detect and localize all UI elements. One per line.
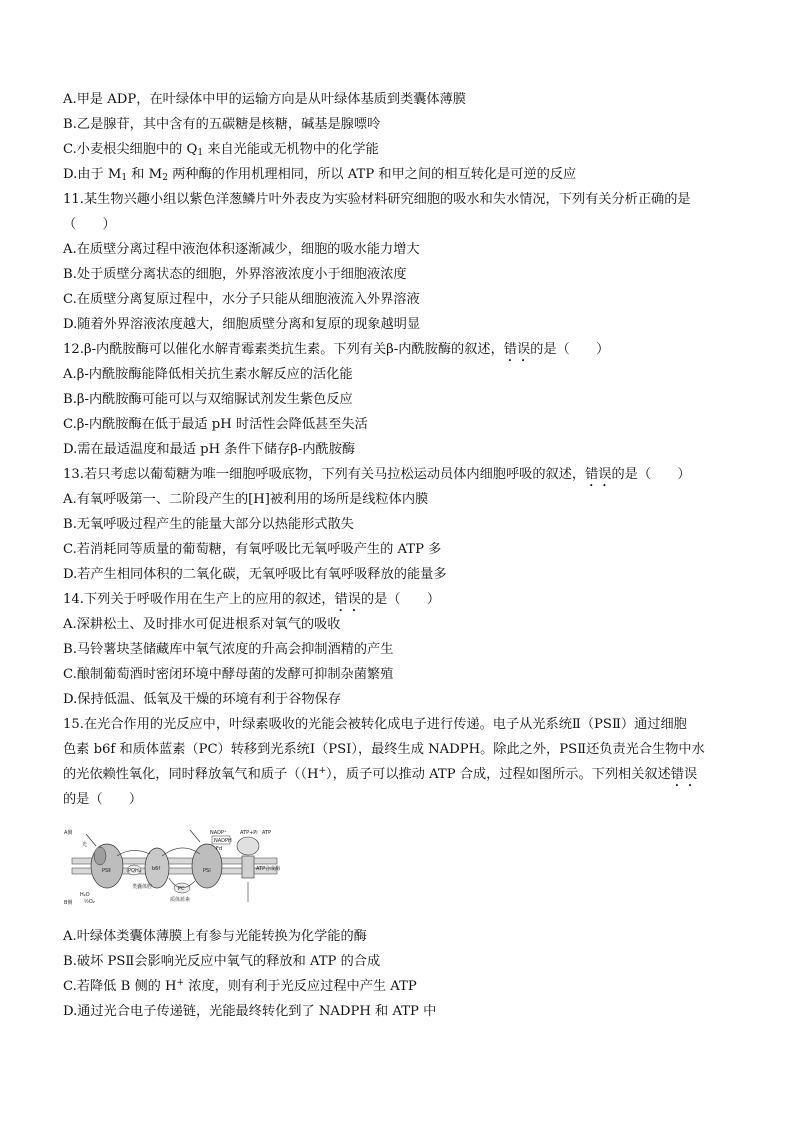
nadph-label: NADPH	[214, 838, 232, 844]
q12-stem: 12.β-内酰胺酶可以催化水解青霉素类抗生素。下列有关β-内酰胺酶的叙述，错误的是（ ）	[63, 342, 610, 357]
q15-option-c: C.若降低 B 侧的 H+ 浓度，则有利于光反应过程中产生 ATP	[63, 978, 417, 994]
q10-option-d: D.由于 $M_1$ 和 $M_2$ 两种酶的作用机理相同，所以 ATP 和甲之间的相互转化是可逆的反应	[63, 167, 577, 183]
q13-option-b: B.无氧呼吸过程产生的能量大部分以热能形式散失	[63, 517, 354, 532]
pc-label: PC	[178, 886, 185, 892]
q14-option-d: D.保持低温、低氧及干燥的环境有利于谷物保存	[63, 692, 342, 707]
atp-synthase-label: ATP合成酶	[256, 866, 281, 872]
q10-option-c: C.小麦根尖细胞中的 $Q_1$ 来自光能或无机物中的化学能	[63, 142, 379, 158]
q14-option-c: C.酿制葡萄酒时密闭环境中酵母菌的发酵可抑制杂菌繁殖	[63, 667, 394, 682]
q15-stem-line3: 的光依赖性氧化，同时释放氧气和质子（（H+），质子可以推动 ATP 合成，过程如图所示。下列相关叙述错误	[63, 766, 698, 782]
q15-stem-line4: 的是（ ）	[63, 792, 143, 807]
q13-option-a: A.有氧呼吸第一、二阶段产生的[H]被利用的场所是线粒体内膜	[63, 492, 429, 507]
q15-stem-line1: 15.在光合作用的光反应中，叶绿素吸收的光能会被转化成电子进行传递。电子从光系统Ⅱ（PSⅡ）通过细胞	[63, 717, 687, 732]
atp-label: ATP	[262, 830, 272, 836]
b6f-label: b6f	[152, 866, 161, 872]
q12-option-b: B.β-内酰胺酶可能可以与双缩脲试剂发生紫色反应	[63, 392, 353, 407]
q10-option-b: B.乙是腺苷，其中含有的五碳糖是核糖，碱基是腺嘌呤	[63, 117, 381, 132]
q11-option-b: B.处于质壁分离状态的细胞，外界溶液浓度小于细胞液浓度	[63, 267, 407, 282]
q15-option-b: B.破坏 PSⅡ会影响光反应中氧气的释放和 ATP 的合成	[63, 954, 381, 969]
light-label: 光	[82, 842, 88, 848]
q12-option-d: D.需在最适温度和最适 pH 条件下储存β-内酰胺酶	[63, 442, 356, 457]
q14-option-a: A.深耕松土、及时排水可促进根系对氧气的吸收	[63, 617, 341, 632]
thylakoid-diagram	[62, 826, 282, 908]
q11-stem-line2: （ ）	[63, 217, 116, 232]
o2-label: ½O₂	[84, 899, 95, 905]
q15-option-a: A.叶绿体类囊体薄膜上有参与光能转换为化学能的酶	[63, 929, 367, 944]
q11-stem-line1: 11.某生物兴趣小组以紫色洋葱鳞片叶外表皮为实验材料研究细胞的吸水和失水情况，下列有关分析正确的是	[63, 192, 691, 207]
q14-stem: 14.下列关于呼吸作用在生产上的应用的叙述，错误的是（ ）	[63, 592, 441, 607]
side-b-label: B侧	[64, 900, 73, 906]
atp-synthase	[242, 856, 254, 878]
q11-option-a: A.在质壁分离过程中液泡体积逐渐减少，细胞的吸水能力增大	[63, 242, 420, 257]
q12-option-c: C.β-内酰胺酶在低于最适 pH 时活性会降低甚至失活	[63, 417, 368, 432]
plastocyanin-label: 质体蓝素	[170, 897, 191, 903]
adp-pi-label: ATP+Pi	[240, 830, 258, 836]
q13-option-d: D.若产生相同体积的二氧化碳，无氧呼吸比有氧呼吸释放的能量多	[63, 567, 447, 582]
psi-label: PSI	[203, 868, 211, 874]
q14-option-b: B.马铃薯块茎储藏库中氧气浓度的升高会抑制酒精的产生	[63, 642, 394, 657]
q15-stem-line2: 色素 b6f 和质体蓝素（PC）转移到光系统Ⅰ（PSI），最终生成 NADPH。除此之外，PSⅡ还负责光合生物中水	[63, 742, 705, 757]
q13-option-c: C.若消耗同等质量的葡萄糖，有氧呼吸比无氧呼吸产生的 ATP 多	[63, 542, 442, 557]
q11-option-d: D.随着外界溶液浓度越大，细胞质壁分离和复原的现象越明显	[63, 317, 421, 332]
pq-label: PQH₂	[128, 868, 141, 874]
q13-stem: 13.若只考虑以葡萄糖为唯一细胞呼吸底物，下列有关马拉松运动员体内细胞呼吸的叙述，错误的是（ ）	[63, 467, 691, 482]
q11-option-c: C.在质壁分离复原过程中，水分子只能从细胞液流入外界溶液	[63, 292, 420, 307]
h2o-label: H₂O	[80, 892, 90, 898]
q12-option-a: A.β-内酰胺酶能降低相关抗生素水解反应的活化能	[63, 367, 353, 382]
q15-option-d: D.通过光合电子传递链，光能最终转化到了 NADPH 和 ATP 中	[63, 1004, 437, 1019]
lumen-label: 类囊体腔	[132, 884, 153, 890]
side-a-label: A侧	[64, 830, 73, 836]
nadp-label: NADP⁺	[210, 830, 227, 836]
q10-option-a: A.甲是 ADP，在叶绿体中甲的运输方向是从叶绿体基质到类囊体薄膜	[63, 92, 466, 107]
fd-label: Fd	[216, 846, 223, 852]
psii-label: PSⅡ	[102, 868, 111, 874]
